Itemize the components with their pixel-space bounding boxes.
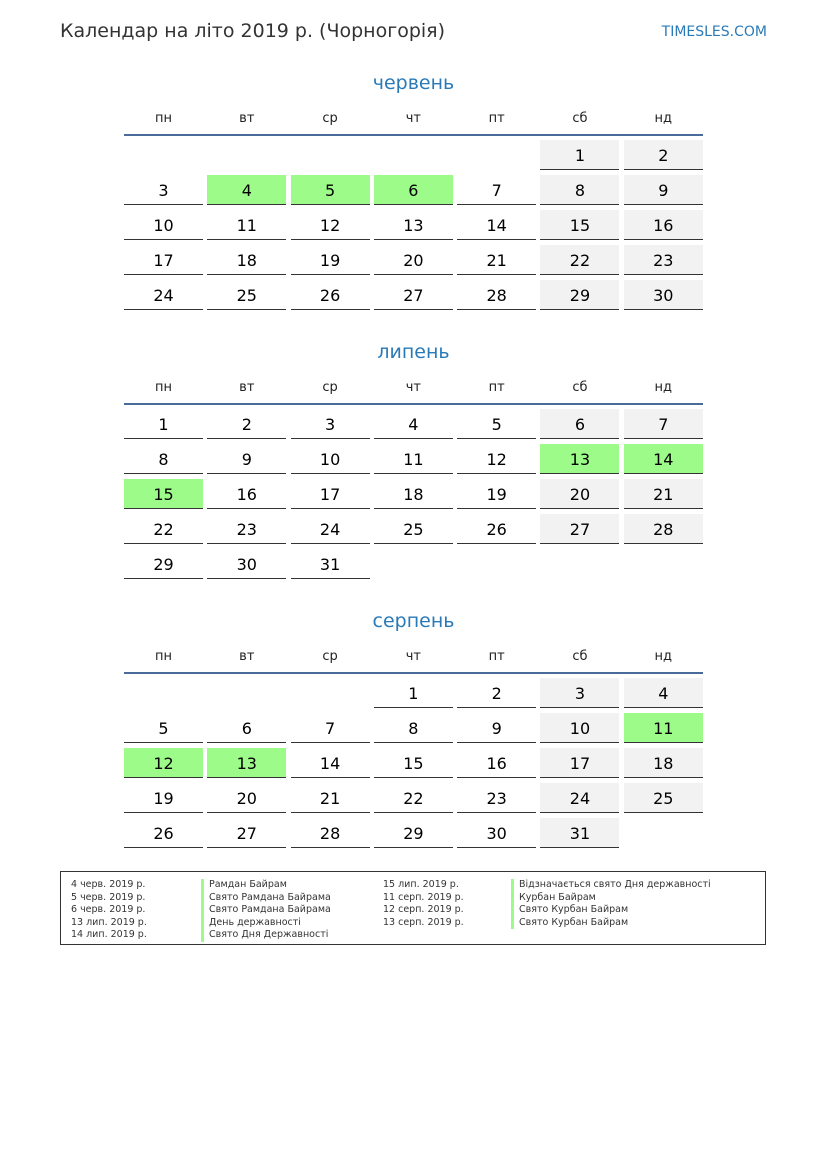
day-cell: 21 (624, 479, 703, 509)
day-cell: 9 (207, 444, 286, 474)
day-cell: 18 (624, 748, 703, 778)
day-cell: 7 (291, 713, 370, 743)
empty-cell (124, 140, 203, 169)
day-cell: 21 (457, 245, 536, 275)
day-cell: 17 (291, 479, 370, 509)
weekday-label: вт (239, 380, 255, 395)
weekday-label: чт (405, 111, 422, 126)
day-cell: 7 (624, 409, 703, 439)
day-cell: 30 (624, 280, 703, 310)
day-cell: 1 (540, 140, 619, 170)
day-cell: 19 (457, 479, 536, 509)
day-cell: 15 (540, 210, 619, 240)
day-cell: 9 (457, 713, 536, 743)
day-grid (124, 678, 703, 848)
weekday-label: пт (488, 380, 505, 395)
day-cell: 3 (124, 175, 203, 205)
day-cell: 31 (291, 549, 370, 579)
day-cell: 5 (457, 409, 536, 439)
weekday-label: сб (572, 380, 588, 395)
legend-entry: Свято Рамдана Байрама (201, 892, 331, 905)
day-cell: 18 (374, 479, 453, 509)
legend-entry: 6 черв. 2019 р. (71, 904, 146, 915)
day-cell: 1 (374, 678, 453, 708)
month-name: червень (372, 72, 455, 94)
weekday-label: пн (155, 111, 172, 126)
holiday-day-cell: 13 (207, 748, 286, 778)
weekday-label: чт (405, 380, 422, 395)
legend-entry: Свято Курбан Байрам (511, 917, 711, 930)
legend-entry: Свято Курбан Байрам (511, 904, 711, 917)
weekday-label: ср (322, 111, 338, 126)
holiday-day-cell: 5 (291, 175, 370, 205)
day-cell: 2 (207, 409, 286, 439)
day-cell: 29 (374, 818, 453, 848)
legend-names-col1 (201, 879, 331, 942)
day-cell: 22 (374, 783, 453, 813)
holiday-day-cell: 11 (624, 713, 703, 743)
day-cell: 8 (124, 444, 203, 474)
day-cell: 22 (540, 245, 619, 275)
day-cell: 3 (540, 678, 619, 708)
day-cell: 28 (457, 280, 536, 310)
empty-cell (374, 140, 453, 169)
day-cell: 25 (207, 280, 286, 310)
holiday-day-cell: 6 (374, 175, 453, 205)
day-cell: 20 (540, 479, 619, 509)
weekday-label: сб (572, 649, 588, 664)
empty-cell (291, 140, 370, 169)
month-august (124, 606, 703, 848)
legend-entry: Свято Рамдана Байрама (201, 904, 331, 917)
day-cell: 18 (207, 245, 286, 275)
weekday-label: вт (239, 111, 255, 126)
legend-entry: Свято Дня Державності (201, 929, 331, 942)
day-cell: 16 (624, 210, 703, 240)
day-cell: 10 (124, 210, 203, 240)
day-cell: 28 (624, 514, 703, 544)
empty-cell (457, 140, 536, 169)
legend-entry: Рамдан Байрам (201, 879, 331, 892)
day-cell: 14 (457, 210, 536, 240)
month-name: липень (377, 341, 450, 363)
legend-entry: 15 лип. 2019 р. (383, 879, 459, 890)
weekday-label: ср (322, 380, 338, 395)
holiday-day-cell: 15 (124, 479, 203, 509)
day-cell: 26 (457, 514, 536, 544)
legend-dates-col1 (71, 879, 147, 942)
day-cell: 27 (207, 818, 286, 848)
day-cell: 30 (207, 549, 286, 579)
day-cell: 19 (124, 783, 203, 813)
weekday-label: нд (654, 380, 673, 395)
day-cell: 17 (124, 245, 203, 275)
empty-cell (207, 140, 286, 169)
day-cell: 23 (624, 245, 703, 275)
weekday-label: пт (488, 649, 505, 664)
day-cell: 25 (374, 514, 453, 544)
legend-entry: 13 лип. 2019 р. (71, 916, 147, 928)
day-cell: 29 (540, 280, 619, 310)
legend-names-col2 (511, 879, 711, 929)
day-cell: 31 (540, 818, 619, 848)
weekday-label: вт (239, 649, 255, 664)
day-cell: 24 (540, 783, 619, 813)
day-cell: 2 (624, 140, 703, 170)
day-cell: 24 (291, 514, 370, 544)
legend-entry: Курбан Байрам (511, 892, 711, 905)
month-june (124, 68, 703, 310)
day-cell: 8 (540, 175, 619, 205)
day-cell: 5 (124, 713, 203, 743)
day-cell: 10 (540, 713, 619, 743)
day-cell: 6 (207, 713, 286, 743)
legend-entry: 4 черв. 2019 р. (71, 879, 146, 890)
legend-entry: 12 серп. 2019 р. (383, 904, 464, 915)
day-cell: 6 (540, 409, 619, 439)
legend-dates-col2 (383, 879, 464, 929)
day-cell: 27 (374, 280, 453, 310)
day-cell: 17 (540, 748, 619, 778)
legend-entry: Відзначається свято Дня державності (511, 879, 711, 892)
day-cell: 16 (457, 748, 536, 778)
day-cell: 16 (207, 479, 286, 509)
holiday-day-cell: 13 (540, 444, 619, 474)
day-cell: 29 (124, 549, 203, 579)
day-cell: 12 (457, 444, 536, 474)
day-cell: 3 (291, 409, 370, 439)
legend-entry: 14 лип. 2019 р. (71, 929, 147, 940)
weekday-label: ср (322, 649, 338, 664)
weekday-label: пн (155, 380, 172, 395)
day-cell: 25 (624, 783, 703, 813)
day-cell: 13 (374, 210, 453, 240)
empty-cell (124, 678, 203, 707)
day-cell: 28 (291, 818, 370, 848)
day-cell: 22 (124, 514, 203, 544)
weekday-label: нд (654, 649, 673, 664)
day-cell: 4 (374, 409, 453, 439)
day-cell: 11 (374, 444, 453, 474)
day-cell: 2 (457, 678, 536, 708)
day-grid (124, 140, 703, 310)
day-cell: 20 (207, 783, 286, 813)
weekday-header (124, 636, 703, 674)
day-cell: 14 (291, 748, 370, 778)
legend-entry: 5 черв. 2019 р. (71, 891, 146, 903)
day-cell: 20 (374, 245, 453, 275)
day-cell: 19 (291, 245, 370, 275)
weekday-header (124, 367, 703, 405)
day-cell: 21 (291, 783, 370, 813)
legend-entry: День державності (201, 917, 331, 930)
empty-cell (207, 678, 286, 707)
day-cell: 9 (624, 175, 703, 205)
day-cell: 23 (207, 514, 286, 544)
page-title: Календар на літо 2019 р. (Чорногорія) (60, 20, 446, 42)
day-cell: 26 (124, 818, 203, 848)
weekday-label: сб (572, 111, 588, 126)
month-july (124, 337, 703, 579)
holiday-day-cell: 14 (624, 444, 703, 474)
weekday-label: нд (654, 111, 673, 126)
weekday-label: чт (405, 649, 422, 664)
holiday-legend (60, 871, 766, 945)
day-cell: 24 (124, 280, 203, 310)
weekday-label: пн (155, 649, 172, 664)
empty-cell (291, 678, 370, 707)
day-cell: 8 (374, 713, 453, 743)
day-cell: 23 (457, 783, 536, 813)
day-cell: 7 (457, 175, 536, 205)
day-cell: 10 (291, 444, 370, 474)
day-cell: 12 (291, 210, 370, 240)
day-cell: 27 (540, 514, 619, 544)
day-cell: 11 (207, 210, 286, 240)
day-cell: 15 (374, 748, 453, 778)
legend-entry: 11 серп. 2019 р. (383, 891, 464, 903)
day-cell: 30 (457, 818, 536, 848)
legend-entry: 13 серп. 2019 р. (383, 916, 464, 928)
site-link[interactable]: TIMESLES.COM (661, 24, 767, 40)
day-grid (124, 409, 703, 579)
day-cell: 26 (291, 280, 370, 310)
day-cell: 1 (124, 409, 203, 439)
day-cell: 4 (624, 678, 703, 708)
weekday-header (124, 98, 703, 136)
month-name: серпень (372, 610, 455, 632)
holiday-day-cell: 4 (207, 175, 286, 205)
weekday-label: пт (488, 111, 505, 126)
holiday-day-cell: 12 (124, 748, 203, 778)
